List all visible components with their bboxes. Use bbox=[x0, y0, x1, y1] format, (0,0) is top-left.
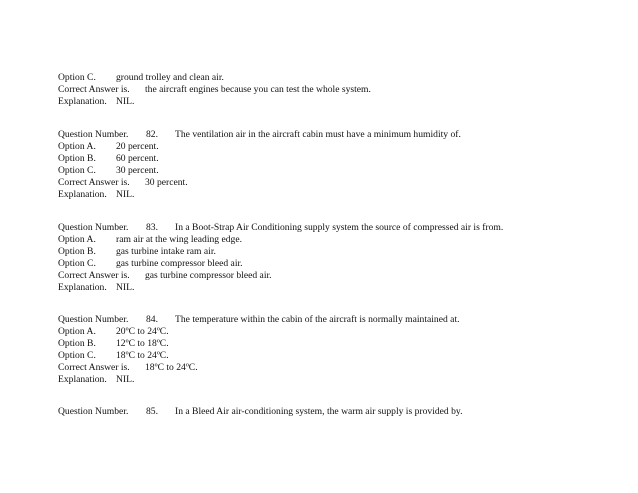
correct-answer-text: 18ºC to 24ºC. bbox=[145, 362, 198, 373]
correct-answer-text: gas turbine compressor bleed air. bbox=[145, 270, 272, 281]
option-c-row bbox=[58, 350, 169, 362]
explanation-label: Explanation. bbox=[58, 96, 107, 107]
option-a-row bbox=[58, 326, 169, 338]
correct-answer-label: Correct Answer is. bbox=[58, 270, 130, 281]
option-text: gas turbine intake ram air. bbox=[116, 246, 216, 257]
option-b-row bbox=[58, 153, 159, 165]
option-text: 20 percent. bbox=[116, 141, 159, 152]
option-text: ram air at the wing leading edge. bbox=[116, 234, 243, 245]
explanation-row bbox=[58, 282, 134, 294]
correct-answer-label: Correct Answer is. bbox=[58, 177, 130, 188]
option-b-row bbox=[58, 246, 216, 258]
correct-answer-row bbox=[58, 84, 371, 96]
question-text: The temperature within the cabin of the aircraft is normally maintained at. bbox=[175, 314, 460, 325]
question-83-row bbox=[58, 222, 503, 234]
question-text: In a Bleed Air air-conditioning system, the warm air supply is provided by. bbox=[175, 406, 463, 417]
question-text: In a Boot-Strap Air Conditioning supply system the source of compressed air is from. bbox=[175, 222, 504, 233]
correct-answer-text: 30 percent. bbox=[145, 177, 188, 188]
question-number-label: Question Number. bbox=[58, 314, 129, 325]
option-label: Option B. bbox=[58, 338, 96, 349]
correct-answer-label: Correct Answer is. bbox=[58, 362, 130, 373]
option-c-row bbox=[58, 258, 243, 270]
correct-answer-row bbox=[58, 362, 198, 374]
question-number-label: Question Number. bbox=[58, 406, 129, 417]
option-text: gas turbine compressor bleed air. bbox=[116, 258, 243, 269]
option-b-row bbox=[58, 338, 169, 350]
question-number: 82. bbox=[146, 129, 158, 140]
option-label: Option C. bbox=[58, 258, 96, 269]
correct-answer-text: the aircraft engines because you can test the whole system. bbox=[145, 84, 371, 95]
option-c-row bbox=[58, 72, 224, 84]
explanation-text: NIL. bbox=[116, 282, 135, 293]
explanation-row bbox=[58, 374, 134, 386]
question-84-row bbox=[58, 314, 460, 326]
explanation-row bbox=[58, 189, 134, 201]
option-c-row bbox=[58, 165, 159, 177]
question-number: 85. bbox=[146, 406, 158, 417]
option-label: Option A. bbox=[58, 326, 96, 337]
option-label: Option C. bbox=[58, 350, 96, 361]
option-a-row bbox=[58, 141, 159, 153]
explanation-text: NIL. bbox=[116, 374, 135, 385]
option-text: 18ºC to 24ºC. bbox=[116, 350, 169, 361]
question-85-row bbox=[58, 406, 462, 418]
explanation-text: NIL. bbox=[116, 189, 135, 200]
correct-answer-row bbox=[58, 177, 188, 189]
question-number-label: Question Number. bbox=[58, 222, 129, 233]
question-number-label: Question Number. bbox=[58, 129, 129, 140]
explanation-label: Explanation. bbox=[58, 189, 107, 200]
correct-answer-label: Correct Answer is. bbox=[58, 84, 130, 95]
option-text: ground trolley and clean air. bbox=[116, 72, 224, 83]
option-label: Option B. bbox=[58, 246, 96, 257]
option-a-row bbox=[58, 234, 242, 246]
explanation-label: Explanation. bbox=[58, 374, 107, 385]
option-label: Option A. bbox=[58, 141, 96, 152]
option-text: 60 percent. bbox=[116, 153, 159, 164]
explanation-text: NIL. bbox=[116, 96, 135, 107]
explanation-row bbox=[58, 96, 134, 108]
question-82-row bbox=[58, 129, 461, 141]
question-number: 83. bbox=[146, 222, 158, 233]
question-text: The ventilation air in the aircraft cabin must have a minimum humidity of. bbox=[175, 129, 461, 140]
explanation-label: Explanation. bbox=[58, 282, 107, 293]
option-text: 30 percent. bbox=[116, 165, 159, 176]
option-label: Option A. bbox=[58, 234, 96, 245]
option-text: 12ºC to 18ºC. bbox=[116, 338, 169, 349]
option-text: 20ºC to 24ºC. bbox=[116, 326, 169, 337]
option-label: Option C. bbox=[58, 165, 96, 176]
correct-answer-row bbox=[58, 270, 272, 282]
option-label: Option B. bbox=[58, 153, 96, 164]
question-number: 84. bbox=[146, 314, 158, 325]
option-label: Option C. bbox=[58, 72, 96, 83]
